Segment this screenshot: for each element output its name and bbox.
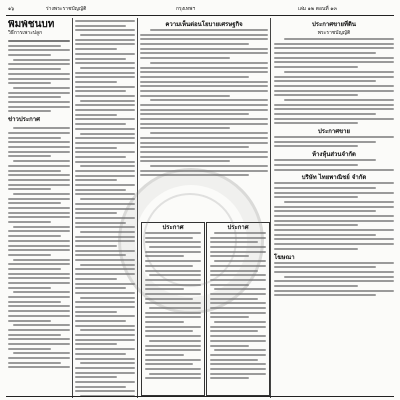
right-section-3: บริษัท ไทยพาณิชย์ จำกัด <box>301 174 367 182</box>
right-title: ประกาศขายที่ดิน <box>311 21 356 28</box>
center-title: ความเห็นต่อนโยบายเศรษฐกิจ <box>165 21 243 28</box>
header-rule <box>6 15 394 16</box>
center-box-right-title: ประกาศ <box>227 224 249 231</box>
watermark-inner-ring <box>143 193 237 287</box>
header-left-text: ร่างพระราชบัญญัติ <box>46 6 87 12</box>
header-mid-text: กรุงเทพฯ <box>176 6 196 12</box>
left-title: พิมพ์ชนบท <box>8 20 55 30</box>
footer-rule <box>6 396 394 397</box>
left-subtitle: วิธีการเพาะปลูก <box>8 30 43 36</box>
column-divider <box>270 18 271 398</box>
right-column <box>274 20 394 396</box>
header-right-text: เล่ม ๑๒ ตอนที่ ๑๓ <box>298 6 337 12</box>
watermark-stamp <box>118 168 264 314</box>
left-text-block-2 <box>8 127 70 368</box>
center-text-block <box>140 29 268 176</box>
page-header <box>6 3 394 14</box>
left-text-block <box>8 40 70 112</box>
page-number: ๑๖ <box>8 6 15 12</box>
center-article <box>140 20 268 180</box>
right-text-block-1 <box>274 38 394 124</box>
right-section-1: ประกาศขาย <box>317 128 351 136</box>
center-box-left-title: ประกาศ <box>162 224 184 231</box>
right-text-block-5 <box>274 262 394 297</box>
left-column <box>8 20 70 396</box>
right-text-block-2 <box>274 136 394 147</box>
left-section-heading: ข่าวประกาศ <box>8 116 40 124</box>
right-text-block-4 <box>274 182 394 250</box>
right-text-block-3 <box>274 159 394 170</box>
right-subtitle: พระราชบัญญัติ <box>317 30 351 36</box>
right-section-4: โฆษณา <box>274 253 295 261</box>
column-divider <box>72 18 73 398</box>
right-section-2: ห้างหุ้นส่วนจำกัด <box>312 151 356 159</box>
